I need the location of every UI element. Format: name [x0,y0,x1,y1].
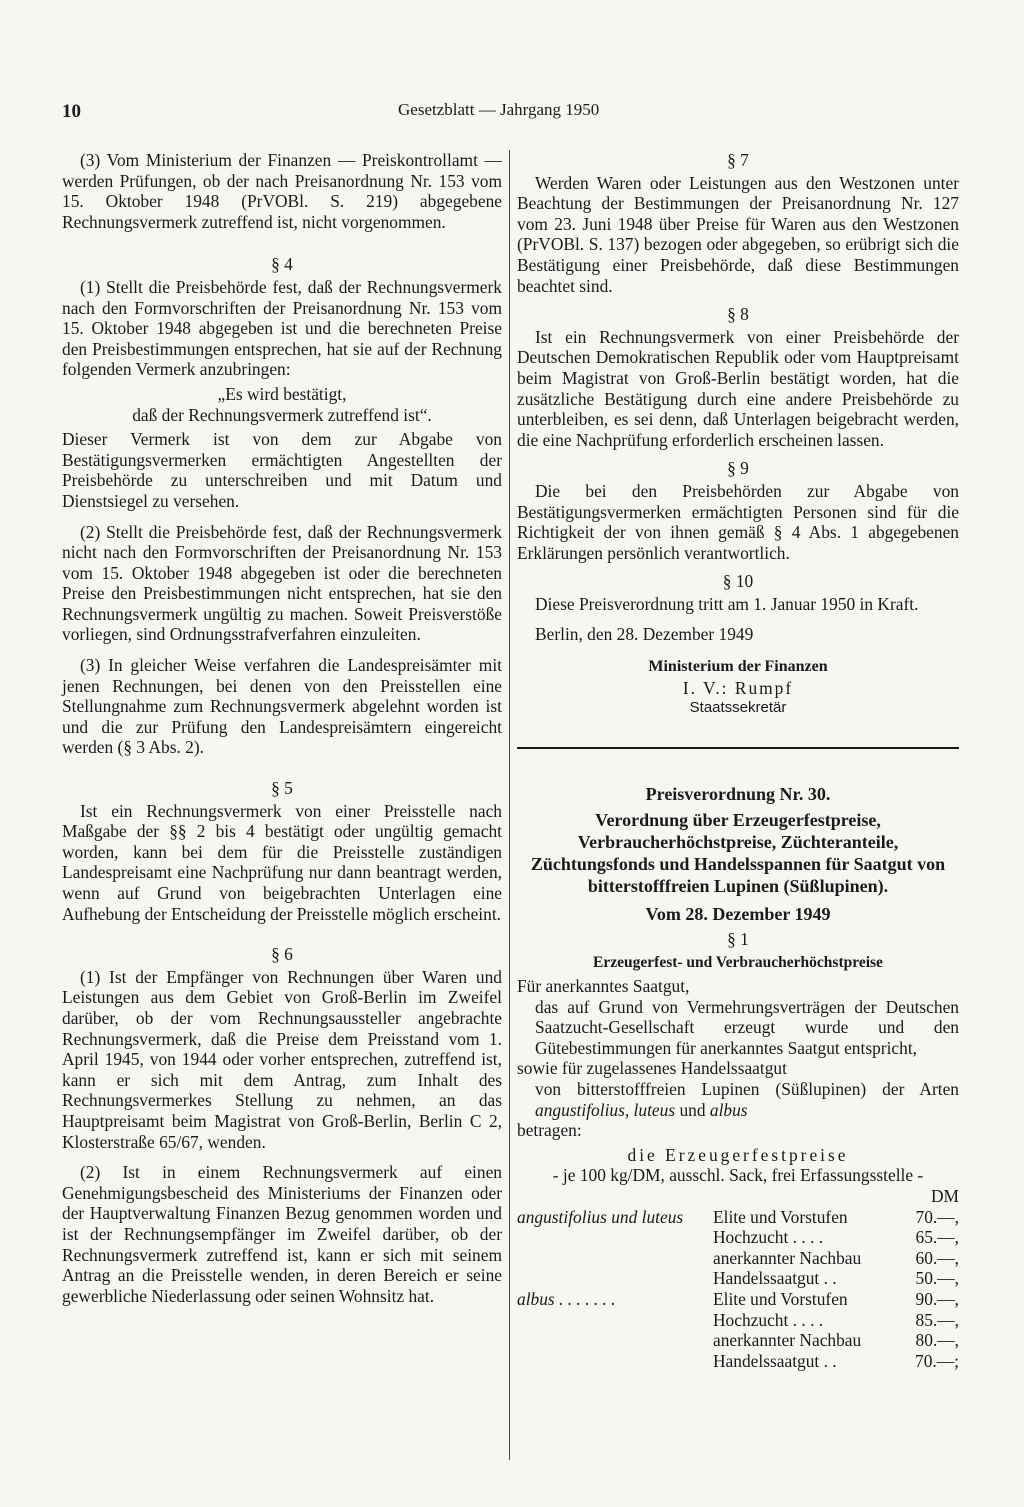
paragraph: (3) Vom Ministerium der Finanzen — Preiskontrollamt — werden Prüfungen, ob der nach Preisanordnung Nr. 153 vom 15. Oktober 1948 (PrVOBl. S. 219) abgegebene Rechnungsvermerk zutreffend ist, nicht vorgenommen. [62,150,502,232]
currency-label: DM [930,1185,959,1206]
price-val: 65.—, [915,1227,959,1248]
price-val: 60.—, [915,1247,959,1268]
table-row [517,1351,959,1372]
section-heading: § 4 [271,254,293,275]
quote-line [62,384,502,425]
price-cat [517,1310,713,1331]
price-cat: angustifolius und luteus [517,1206,684,1227]
price-qual: Handelssaatgut . . [713,1350,837,1371]
price-qual: Hochzucht . . . . [713,1309,824,1330]
table-row [517,1310,959,1331]
text-span: von bitterstofffreien Lupinen (Süßlupinen) der Arten [535,1079,959,1099]
price-qual: Hochzucht . . . . [713,1227,824,1248]
price-cat [517,1351,713,1372]
price-table [517,1207,959,1372]
text-span: und [675,1099,710,1120]
section-rule [517,747,959,749]
price-qual: anerkannter Nachbau [713,1330,862,1351]
paragraph: Diese Preisverordnung tritt am 1. Januar 1950 in Kraft. [535,593,919,614]
price-qual: anerkannter Nachbau [713,1247,862,1268]
price-qual: Elite und Vorstufen [713,1206,848,1227]
paragraph: Ist ein Rechnungsvermerk von einer Preisbehörde der Deutschen Demokratischen Republik oder vom Hauptpreisamt beim Magistrat von Groß-Berlin bestätigt worden, hat die zusätzliche Bestätigung durch eine andere Preisbehörde zu unterbleiben, es sei denn, daß Unterlagen beigebracht werden, die eine Nachprüfung erforderlich erscheinen lassen. [517,326,959,450]
price-heading: die Erzeugerfestpreise [627,1144,849,1165]
price-val: 90.—, [915,1288,959,1309]
quote-text: „Es wird bestätigt, [217,383,347,404]
price-val: 80.—, [915,1330,959,1351]
species-names: angustifolius, luteus [535,1099,676,1120]
price-cat [517,1248,713,1269]
text-line: Für anerkanntes Saatgut, [517,976,690,997]
signature-title: Staatssekretär [689,699,787,717]
place-date: Berlin, den 28. Dezember 1949 [535,624,754,645]
paragraph: (2) Ist in einem Rechnungsvermerk auf einen Genehmigungsbescheid des Ministeriums der Finanzen oder der Hauptverwaltung Finanzen Bezug genommen worden und ist der Rechnungsempfänger im Zweifel darüber, ob der Rechnungsvermerk zutreffend ist, kann er sich mit seinem Antrag an die Preisstelle wenden, in deren Bereich er seine gewerbliche Niederlassung oder seinen Wohnsitz hat. [62,1162,502,1306]
signature-organization: Ministerium der Finanzen [648,658,828,676]
regulation-date: Vom 28. Dezember 1949 [645,903,831,924]
price-qual: Handelssaatgut . . [713,1268,837,1289]
section-heading: § 5 [271,778,293,799]
section-heading: § 1 [727,928,749,949]
paragraph: (1) Stellt die Preisbehörde fest, daß der Rechnungsvermerk nach den Formvorschriften der Preisanordnung Nr. 153 vom 15. Oktober 1948 abgegeben ist und die berechneten Preise den Preisbestimmungen entsprechen, hat sie auf der Rechnung folgenden Vermerk anzubringen: [62,276,502,380]
running-head: Gesetzblatt — Jahrgang 1950 [398,100,600,119]
paragraph: Werden Waren oder Leistungen aus den Westzonen unter Beachtung der Bestimmungen der Preisanordnung Nr. 127 vom 23. Juni 1948 über Preise für Waren aus den Westzonen (PrVOBl. S. 137) bezogen oder abgegeben, so erübrigt sich die Bestätigung einer Preisbehörde, daß diese Bestimmungen beachtet sind. [517,172,959,296]
table-row [517,1248,959,1269]
quote-text: daß der Rechnungsvermerk zutreffend ist“. [132,404,432,425]
price-qual: Elite und Vorstufen [713,1288,848,1309]
price-cat [517,1268,713,1289]
section-heading: § 7 [727,150,749,170]
regulation-subtitle: Verordnung über Erzeugerfestpreise, Verbraucherhöchstpreise, Züchteranteile, Züchtungsfonds und Handelsspannen für Saatgut von bitterstofffreien Lupinen (Süßlupinen). [530,809,946,896]
price-cat [517,1330,713,1351]
text-line: das auf Grund von Vermehrungsverträgen der Deutschen Saatzucht-Gesellschaft erzeugt wurde und den Gütebestimmungen für anerkanntes Saatgut entspricht, [535,996,959,1058]
table-row [517,1268,959,1289]
column-divider [509,150,510,1460]
page-number: 10 [62,101,81,122]
table-row [517,1207,959,1228]
section-heading: § 8 [727,304,749,325]
text-line: sowie für zugelassenes Handelssaatgut [517,1058,787,1079]
price-val: 70.—, [915,1206,959,1227]
paragraph: Die bei den Preisbehörden zur Abgabe von Bestätigungsvermerken ermächtigten Personen sind für die Richtigkeit der von ihnen gemäß § 4 Abs. 1 abgegebenen Erklärungen persönlich verantwortlich. [517,480,959,563]
paragraph: (3) In gleicher Weise verfahren die Landespreisämter mit jenen Rechnungen, bei denen von den Preisstellen eine Stellungnahme zum Rechnungsvermerk abgelehnt worden ist und die zur Prüfung den Landespreisämtern eingereicht werden (§ 3 Abs. 2). [62,655,502,758]
signature-name: I. V.: Rumpf [682,677,794,698]
species-name: albus [709,1099,748,1120]
section-heading: § 9 [727,458,749,479]
price-val: 50.—, [915,1268,959,1289]
text-line: betragen: [517,1120,582,1141]
section-heading: § 6 [271,944,293,965]
price-cat [517,1227,713,1248]
text-line [517,1079,959,1120]
section-heading: § 10 [722,571,754,592]
regulation-title: Preisverordnung Nr. 30. [645,783,831,804]
paragraph: Ist ein Rechnungsvermerk von einer Preisstelle nach Maßgabe der §§ 2 bis 4 bestätigt oder ungültig gemacht worden, kann bei dem für die Preisstelle zuständigen Landespreisamt eine Nachprüfung nur dann beantragt werden, wenn auf Grund von beigebrachten Unterlagen eine Aufhebung der Entscheidung der Preisstelle möglich erscheint. [62,800,502,924]
price-cat: albus . . . . . . . [517,1288,616,1309]
paragraph: Dieser Vermerk ist von dem zur Abgabe von Bestätigungsvermerken ermächtigten Angestellten der Preisbehörde zu unterschreiben und mit Datum und Dienstsiegel zu versehen. [62,429,502,511]
right-column [517,150,959,1371]
price-unit-note: - je 100 kg/DM, ausschl. Sack, frei Erfassungsstelle - [552,1165,924,1186]
paragraph: (1) Ist der Empfänger von Rechnungen über Waren und Leistungen aus dem Gebiet von Groß-Berlin im Zweifel darüber, ob der vom Rechnungsaussteller angebrachte Rechnungsvermerk, daß die Preise dem Preisstand vom 1. April 1945, von 1944 oder vorher entsprechen, zutreffend ist, kann er sich mit dem Antrag, zum Inhalt des Rechnungsvermerkes Stellung zu nehmen, an das Hauptpreisamt beim Magistrat von Groß-Berlin, Berlin C 2, Klosterstraße 65/67, wenden. [62,966,502,1152]
table-row [517,1289,959,1310]
table-row [517,1227,959,1248]
price-val: 85.—, [915,1309,959,1330]
section-subheading: Erzeugerfest- und Verbraucherhöchstpreise [593,954,883,972]
table-row [517,1330,959,1351]
left-column [62,150,502,1306]
paragraph: (2) Stellt die Preisbehörde fest, daß der Rechnungsvermerk nicht nach den Formvorschriften der Preisanordnung Nr. 153 vom 15. Oktober 1948 abgegeben ist oder die berechneten Preise den Preisbestimmungen nicht entsprechen, hat sie den Rechnungsvermerk ungültig zu machen. Soweit Preisverstöße vorliegen, sind Ordnungsstrafverfahren einzuleiten. [62,521,502,645]
price-val: 70.—; [915,1350,959,1371]
